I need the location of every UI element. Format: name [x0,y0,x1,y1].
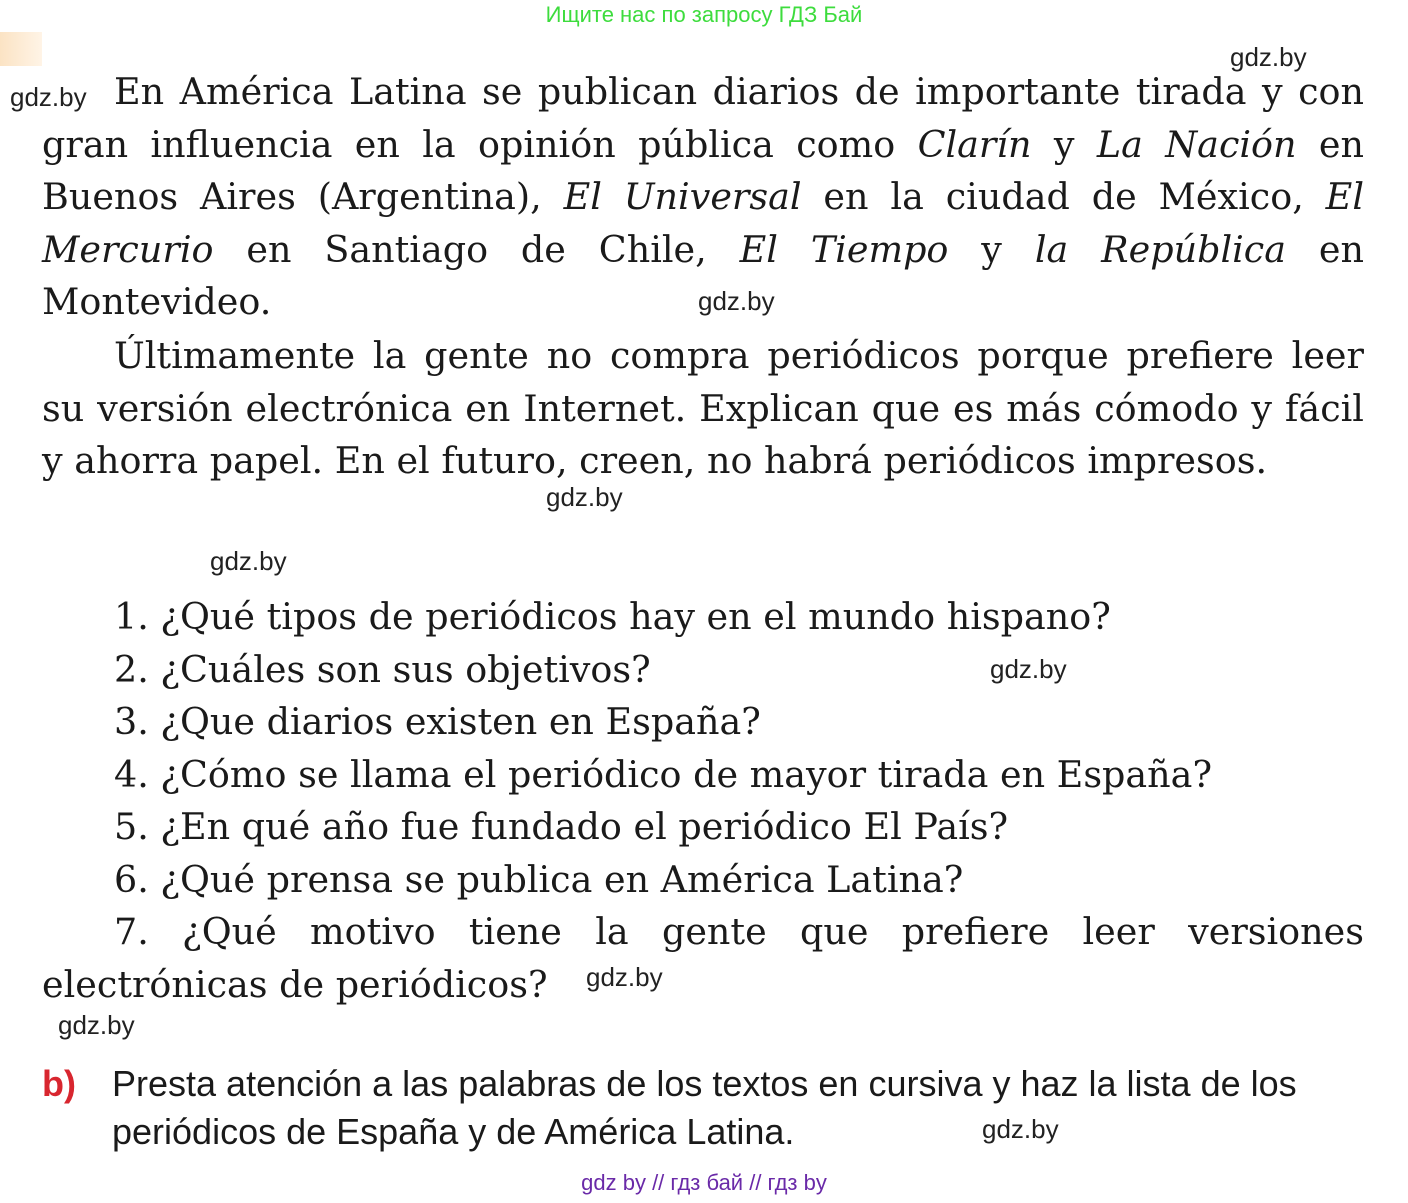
paragraph-text: En América Latina se publican diarios de importante tirada y con gran influencia en la opinión pública como [42,70,1364,166]
search-banner: Ищите нас по запросу ГДЗ Бай [545,2,863,27]
paragraph-text: en Santiago de Chile, [213,227,740,271]
watermark: gdz.by [10,82,87,112]
newspaper-title: El Mercurio [42,175,1364,271]
question-item: 5. ¿En qué año fue fundado el periódico El País? [114,805,1009,848]
paragraph-text: en Buenos Aires (Argentina), [42,122,1365,218]
question-item: 6. ¿Qué prensa se publica en América Latina? [114,857,964,901]
watermark: gdz.by [58,1010,135,1040]
watermark: gdz.by [1230,42,1307,72]
paragraph-text: y [948,227,1035,271]
corner-tab [0,32,42,66]
newspaper-title: Clarín [917,122,1032,166]
footer-links: gdz by // гдз бай // гдз by [581,1170,827,1195]
watermark: gdz.by [546,482,623,512]
watermark: gdz.by [586,962,663,992]
question-item: 3. ¿Que diarios existen en España? [114,700,761,743]
task-b [42,1060,1364,1156]
newspaper-title: El Tiempo [739,227,949,271]
task-label: b) [42,1063,76,1104]
paragraph-latin-america [42,66,1364,329]
watermark: gdz.by [698,286,775,316]
question-item: 2. ¿Cuáles son sus objetivos? [114,647,651,691]
paragraph-electronic-news: Últimamente la gente no compra periódicos porque prefiere leer su versión electrónica en Internet. Explican que es más cómodo y fácil y ahorra papel. En el futuro, creen, no habrá periódicos impresos. [42,334,1364,482]
question-item: 1. ¿Qué tipos de periódicos hay en el mundo hispano? [114,595,1111,638]
watermark: gdz.by [990,654,1067,684]
question-item: 4. ¿Cómo se llama el periódico de mayor tirada en España? [114,752,1213,796]
newspaper-title: la República [1034,227,1286,271]
newspaper-title: El Universal [563,175,802,218]
paragraph-text: en Montevideo. [42,227,1364,323]
paragraph-text: en la ciudad de México, [801,175,1326,218]
question-item: 7. ¿Qué motivo tiene la gente que prefiere leer versiones electrónicas de periódicos? [42,910,1364,1006]
paragraph-text: y [1031,122,1097,166]
watermark: gdz.by [210,546,287,576]
watermark: gdz.by [982,1114,1059,1144]
question-list [42,591,1364,1011]
newspaper-title: La Nación [1096,122,1297,166]
task-text: Presta atención a las palabras de los textos en cursiva y haz la lista de los periódicos de España y de América Latina. [112,1063,1297,1152]
